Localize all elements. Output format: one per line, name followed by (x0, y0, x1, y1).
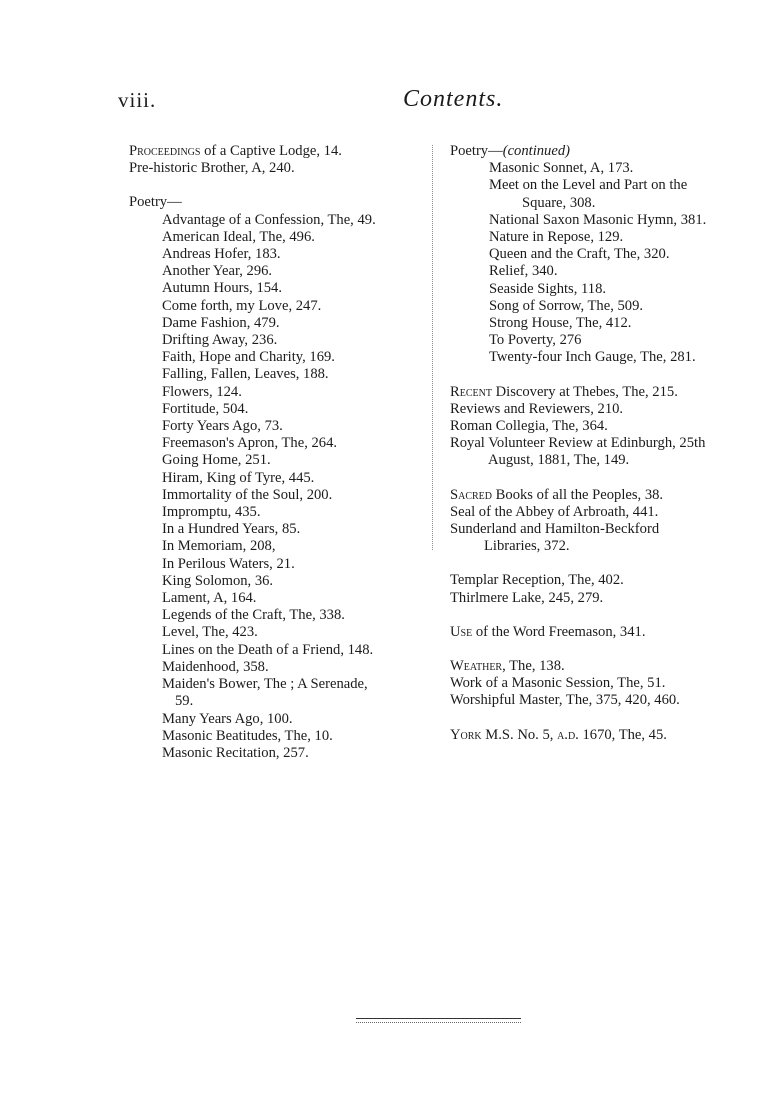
heading-continued: (continued) (502, 143, 570, 159)
section-gap (450, 710, 768, 727)
poetry-entry-continuation: Square, 308. (522, 194, 596, 211)
index-entry-w (450, 658, 768, 675)
entry-text: M.S. No. 5, (481, 726, 558, 743)
page-number: viii. (118, 88, 157, 112)
poetry-entry: Fortitude, 504. (162, 400, 249, 417)
index-entry-r (450, 384, 768, 401)
index-entry-s (450, 487, 768, 504)
poetry-entry: Dame Fashion, 479. (162, 314, 280, 331)
section-gap (450, 367, 768, 384)
heading-text: Poetry— (450, 143, 503, 159)
poetry-entry: Masonic Recitation, 257. (162, 744, 309, 761)
poetry-entry: Immortality of the Soul, 200. (162, 486, 333, 503)
entry-abbrev: a.d. (557, 726, 579, 743)
poetry-entry: Going Home, 251. (162, 452, 271, 469)
poetry-entry: Many Years Ago, 100. (162, 710, 293, 727)
poetry-entry: Lament, A, 164. (162, 590, 257, 607)
poetry-entry: Come forth, my Love, 247. (162, 297, 322, 314)
poetry-entry: Song of Sorrow, The, 509. (489, 297, 644, 314)
poetry-entry: Legends of the Craft, The, 338. (162, 607, 345, 624)
right-column (450, 143, 768, 744)
index-entry-w: Worshipful Master, The, 375, 420, 460. (450, 692, 680, 709)
section-gap (450, 607, 768, 624)
index-entry-continuation: August, 1881, The, 149. (488, 452, 630, 469)
index-entry-y (450, 727, 768, 744)
index-entry-continuation: Libraries, 372. (484, 538, 570, 555)
section-gap (450, 555, 768, 572)
poetry-entry: Lines on the Death of a Friend, 148. (162, 641, 374, 658)
poetry-entry: Advantage of a Confession, The, 49. (162, 211, 376, 228)
index-entry-u (450, 624, 768, 641)
poetry-entry: King Solomon, 36. (162, 572, 274, 589)
poetry-entry: Masonic Sonnet, A, 173. (489, 160, 634, 177)
poetry-entry-continuation: 59. (175, 693, 194, 710)
poetry-continued-heading (450, 143, 768, 160)
poetry-entry: In Perilous Waters, 21. (162, 555, 295, 572)
poetry-entry: Impromptu, 435. (162, 504, 261, 521)
entry-lead: Proceedings (129, 143, 201, 159)
poetry-entry: Hiram, King of Tyre, 445. (162, 469, 315, 486)
poetry-entry: Nature in Repose, 129. (489, 229, 624, 246)
poetry-entry: National Saxon Masonic Hymn, 381. (489, 211, 707, 228)
poetry-entry: Meet on the Level and Part on the (489, 177, 688, 194)
poetry-entry: Falling, Fallen, Leaves, 188. (162, 366, 329, 383)
index-entry-r: Royal Volunteer Review at Edinburgh, 25th (450, 435, 706, 452)
poetry-entry: Twenty-four Inch Gauge, The, 281. (489, 349, 696, 366)
left-column (129, 143, 421, 762)
entry-lead: Sacred (450, 486, 493, 503)
poetry-entry: To Poverty, 276 (489, 332, 582, 349)
poetry-entry: Maidenhood, 358. (162, 658, 269, 675)
poetry-entry: In a Hundred Years, 85. (162, 521, 301, 538)
poetry-entry: Autumn Hours, 154. (162, 280, 282, 297)
entry-text: , The, 138. (502, 658, 565, 675)
index-entry-proceedings (129, 143, 421, 160)
footer-rule-dotted (356, 1022, 521, 1023)
poetry-entry: Andreas Hofer, 183. (162, 246, 281, 263)
poetry-heading: Poetry— (129, 194, 182, 211)
section-gap (450, 470, 768, 487)
index-entry-s: Sunderland and Hamilton-Beckford (450, 521, 660, 538)
poetry-entry: Masonic Beatitudes, The, 10. (162, 727, 333, 744)
entry-lead: York (450, 726, 482, 743)
index-entry-w: Work of a Masonic Session, The, 51. (450, 675, 666, 692)
entry-text: 1670, The, 45. (578, 726, 667, 743)
poetry-entry: Drifting Away, 236. (162, 332, 278, 349)
running-title: Contents. (403, 86, 504, 112)
entry-lead: Recent (450, 383, 492, 400)
poetry-entry: Freemason's Apron, The, 264. (162, 435, 338, 452)
poetry-entry: Relief, 340. (489, 263, 558, 280)
poetry-entry: Queen and the Craft, The, 320. (489, 246, 670, 263)
column-divider (432, 145, 433, 550)
index-entry-t: Templar Reception, The, 402. (450, 572, 624, 589)
index-entry-prehistoric: Pre-historic Brother, A, 240. (129, 160, 295, 177)
poetry-entry: Level, The, 423. (162, 624, 258, 641)
entry-text: Books of all the Peoples, 38. (492, 486, 664, 503)
poetry-entry: Forty Years Ago, 73. (162, 418, 283, 435)
poetry-list-left (129, 212, 421, 763)
index-entry-s: Seal of the Abbey of Arbroath, 441. (450, 503, 659, 520)
poetry-entry: Maiden's Bower, The ; A Serenade, (162, 676, 368, 693)
entry-text: of a Captive Lodge, 14. (200, 143, 342, 159)
index-entry-r: Reviews and Reviewers, 210. (450, 400, 624, 417)
poetry-entry: Seaside Sights, 118. (489, 280, 607, 297)
section-gap (450, 641, 768, 658)
index-entry-t: Thirlmere Lake, 245, 279. (450, 589, 604, 606)
poetry-entry: American Ideal, The, 496. (162, 228, 315, 245)
poetry-entry: Faith, Hope and Charity, 169. (162, 349, 335, 366)
entry-text: Discovery at Thebes, The, 215. (491, 383, 678, 400)
index-entry-r: Roman Collegia, The, 364. (450, 418, 608, 435)
entry-lead: Weather (450, 658, 503, 675)
poetry-list-right (450, 160, 768, 366)
section-gap (129, 177, 421, 194)
poetry-entry: Flowers, 124. (162, 383, 242, 400)
page-header (0, 0, 768, 130)
entry-text: of the Word Freemason, 341. (472, 623, 646, 640)
poetry-entry: Another Year, 296. (162, 263, 273, 280)
entry-lead: Use (450, 623, 473, 640)
poetry-entry: In Memoriam, 208, (162, 538, 276, 555)
footer-rule (356, 1018, 521, 1019)
poetry-entry: Strong House, The, 412. (489, 315, 632, 332)
